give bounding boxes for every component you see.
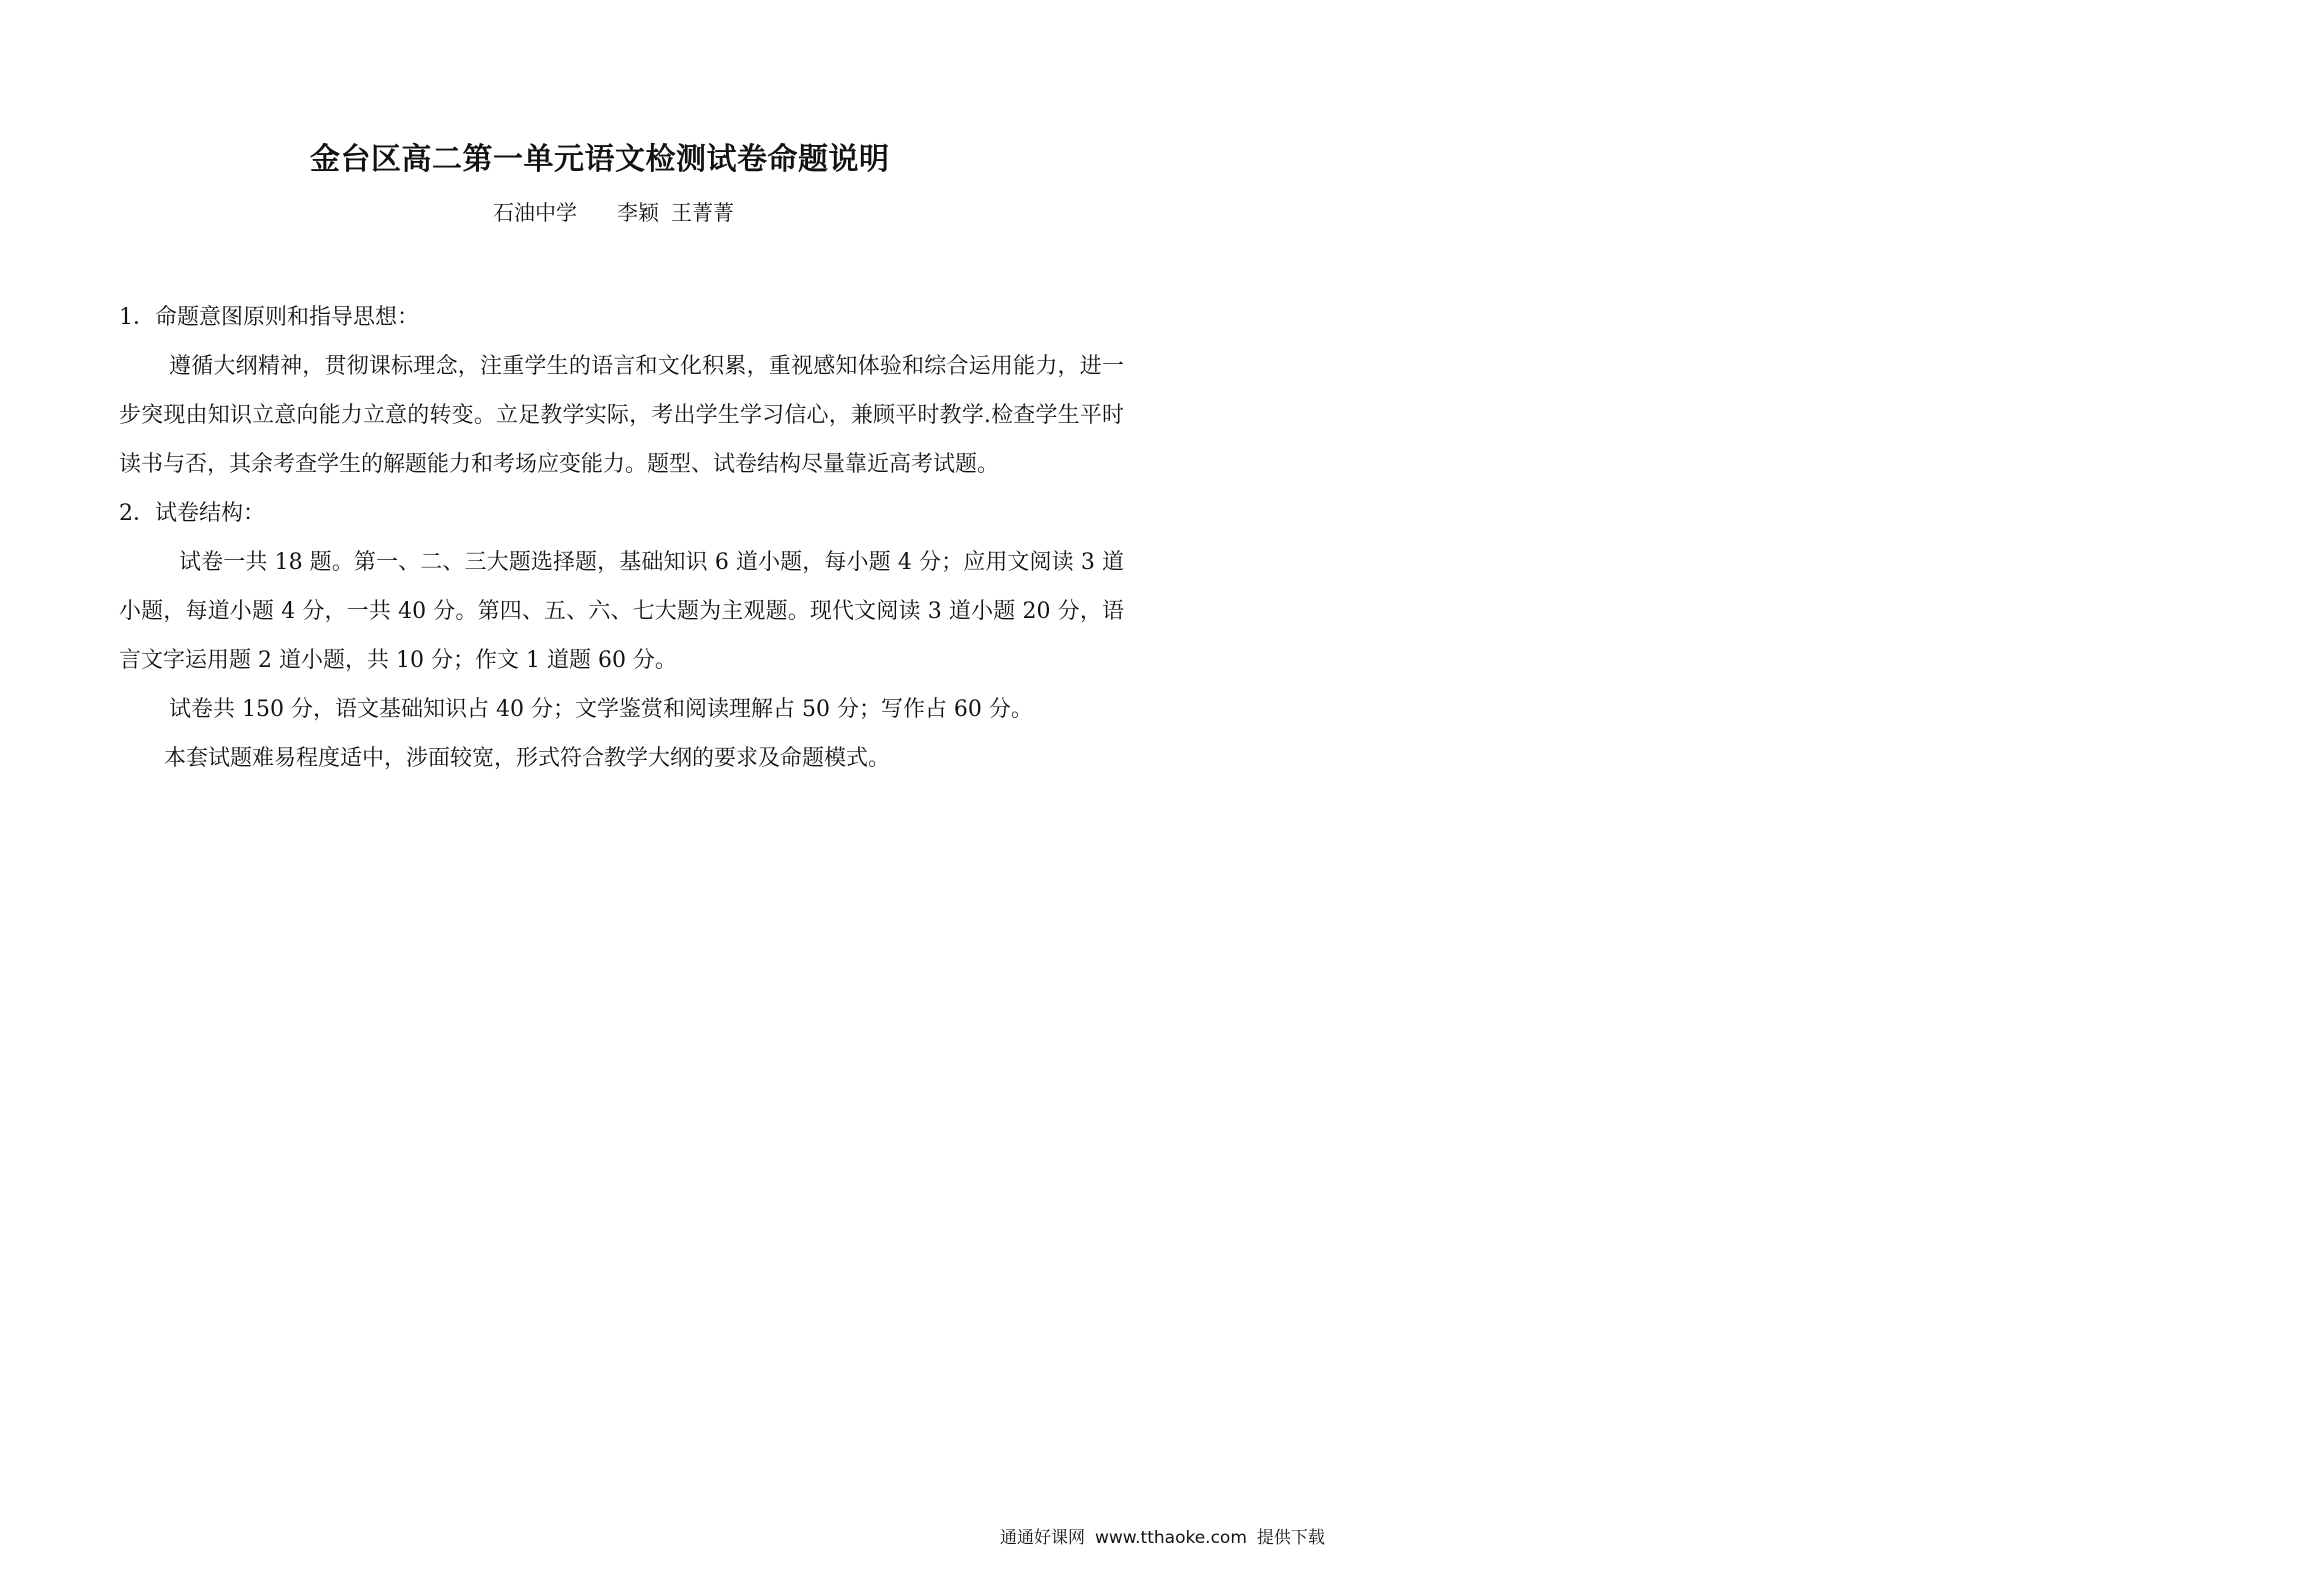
section-heading-structure: 2．试卷结构： xyxy=(119,501,265,526)
section-heading-intent: 1．命题意图原则和指导思想： xyxy=(119,305,419,330)
document-body xyxy=(119,293,1124,783)
paragraph-question-breakdown: 试卷一共 18 题。第一、二、三大题选择题，基础知识 6 道小题，每小题 4 分；应用文阅读 3 道小题，每道小题 4 分，一共 40 分。第四、五、六、七大题为主观题。现代文阅读 3 道小题 20 分，语言文字运用题 2 道小题，共 10 分；作文 1 道题 60 分。 xyxy=(119,550,1124,673)
document-title: 金台区高二第一单元语文检测试卷命题说明 xyxy=(310,142,890,177)
paragraph-guiding-principles: 遵循大纲精神，贯彻课标理念，注重学生的语言和文化积累，重视感知体验和综合运用能力，进一步突现由知识立意向能力立意的转变。立足教学实际，考出学生学习信心，兼顾平时教学.检查学生平时读书与否，其余考查学生的解题能力和考场应变能力。题型、试卷结构尽量靠近高考试题。 xyxy=(119,354,1124,477)
school-name: 石油中学 xyxy=(493,201,577,225)
paragraph-difficulty-note: 本套试题难易程度适中，涉面较宽，形式符合教学大纲的要求及命题模式。 xyxy=(164,746,891,771)
footer-suffix: 提供下载 xyxy=(1256,1528,1325,1548)
author-line xyxy=(493,197,734,227)
author-name-1: 李颖 xyxy=(617,201,659,225)
footer-url: www.tthaoke.com xyxy=(1095,1528,1247,1548)
footer-site-name: 通通好课网 xyxy=(1000,1528,1085,1548)
page-footer xyxy=(1000,1523,1325,1548)
author-name-2: 王菁菁 xyxy=(671,201,734,225)
paragraph-score-distribution: 试卷共 150 分，语文基础知识占 40 分；文学鉴赏和阅读理解占 50 分；写作占 60 分。 xyxy=(169,697,1033,722)
